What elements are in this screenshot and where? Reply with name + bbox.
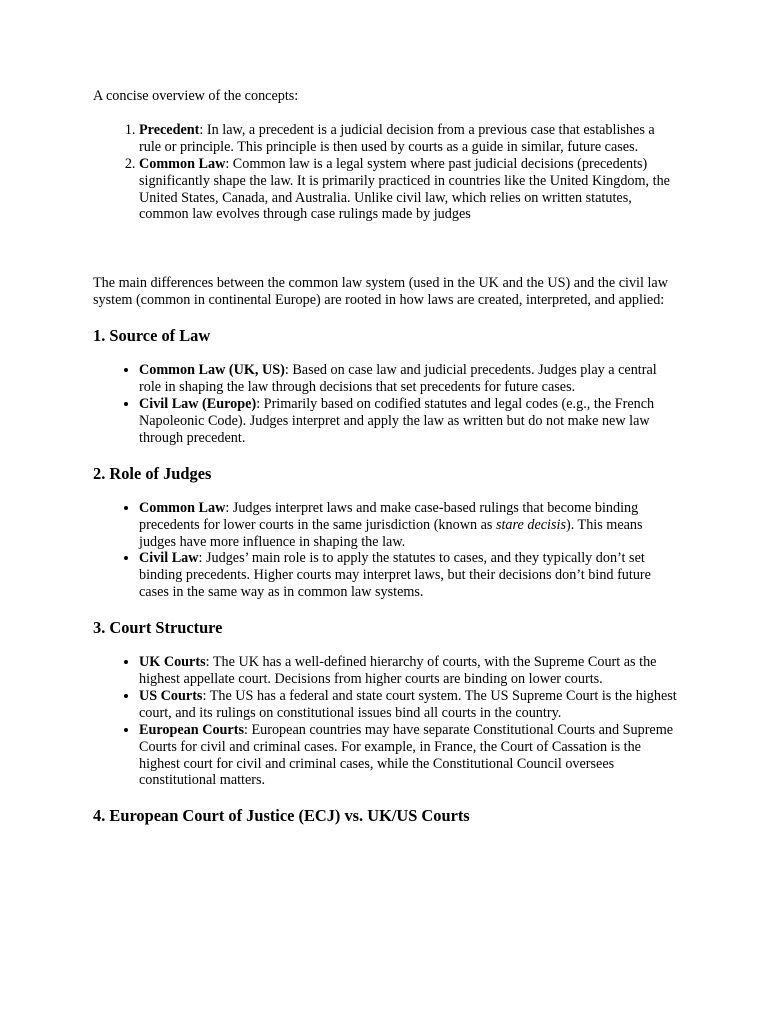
item-text: ). This means judges have more influence in shaping the law. <box>139 516 643 550</box>
overview-list <box>93 122 678 223</box>
term-common-law: Common Law <box>139 155 226 172</box>
intro-text: A concise overview of the concepts: <box>93 88 299 104</box>
source-of-law-list <box>93 362 678 447</box>
item-text: : The US has a federal and state court system. The US Supreme Court is the highest court, and its rulings on constitutional issues bind all courts in the country. <box>139 687 677 721</box>
item-text: : The UK has a well-defined hierarchy of courts, with the Supreme Court as the highest appellate court. Decisions from higher courts are binding on lower courts. <box>139 654 657 688</box>
item-term: Common Law <box>139 499 226 516</box>
item-italic-term: stare decisis <box>495 516 566 533</box>
role-of-judges-list <box>93 500 678 601</box>
differences-intro: The main differences between the common law system (used in the UK and the US) and the civil law system (common in continental Europe) are rooted in how laws are created, interpreted, and applied: <box>93 275 668 309</box>
section-heading-court-structure: 3. Court Structure <box>93 618 223 638</box>
item-term: Civil Law <box>139 550 199 567</box>
definition-precedent: : In law, a precedent is a judicial decision from a previous case that establishes a rule or principle. This principle is then used by courts as a guide in similar, future cases. <box>139 121 655 155</box>
section-heading-ecj-vs-uk-us: 4. European Court of Justice (ECJ) vs. UK/US Courts <box>93 806 470 826</box>
court-structure-list <box>93 654 678 789</box>
item-term: US Courts <box>139 687 203 704</box>
list-item <box>139 550 678 601</box>
list-item <box>139 722 678 790</box>
term-precedent: Precedent <box>139 121 200 138</box>
section-heading-role-of-judges: 2. Role of Judges <box>93 463 212 483</box>
document-page <box>93 88 678 842</box>
list-item <box>139 500 678 551</box>
blank-space <box>93 223 678 275</box>
item-term: European Courts <box>139 721 244 738</box>
item-text: : Judges’ main role is to apply the statutes to cases, and they typically don’t set binding precedents. Higher courts may interpret laws, but their decisions don’t bind future cases in the same way as in common law systems. <box>139 550 651 601</box>
list-item <box>139 362 678 396</box>
list-item <box>139 396 678 447</box>
item-term: Civil Law (Europe) <box>139 395 257 412</box>
item-term: Common Law (UK, US) <box>139 362 285 379</box>
item-term: UK Courts <box>139 654 206 671</box>
item-text: : European countries may have separate Constitutional Courts and Supreme Courts for civil and criminal cases. For example, in France, the Court of Cassation is the highest court for civil and criminal cases, while the Constitutional Council oversees constitutional matters. <box>139 721 674 789</box>
list-item <box>139 688 678 722</box>
list-item <box>139 122 678 156</box>
item-text: : Based on case law and judicial precedents. Judges play a central role in shaping the law through decisions that set precedents for future cases. <box>139 362 657 396</box>
item-text: : Judges interpret laws and make case-based rulings that become binding precedents for lower courts in the same jurisdiction (known as <box>139 499 639 533</box>
definition-common-law: : Common law is a legal system where past judicial decisions (precedents) significantly shape the law. It is primarily practiced in countries like the United Kingdom, the United States, Canada, and Australia. Unlike civil law, which relies on written statutes, common law evolves through case rulings made by judges <box>139 155 670 223</box>
item-text: : Primarily based on codified statutes and legal codes (e.g., the French Napoleonic Code). Judges interpret and apply the law as written but do not make new law through precedent. <box>139 395 655 446</box>
list-item <box>139 654 678 688</box>
section-heading-source-of-law: 1. Source of Law <box>93 326 211 346</box>
list-item <box>139 156 678 224</box>
